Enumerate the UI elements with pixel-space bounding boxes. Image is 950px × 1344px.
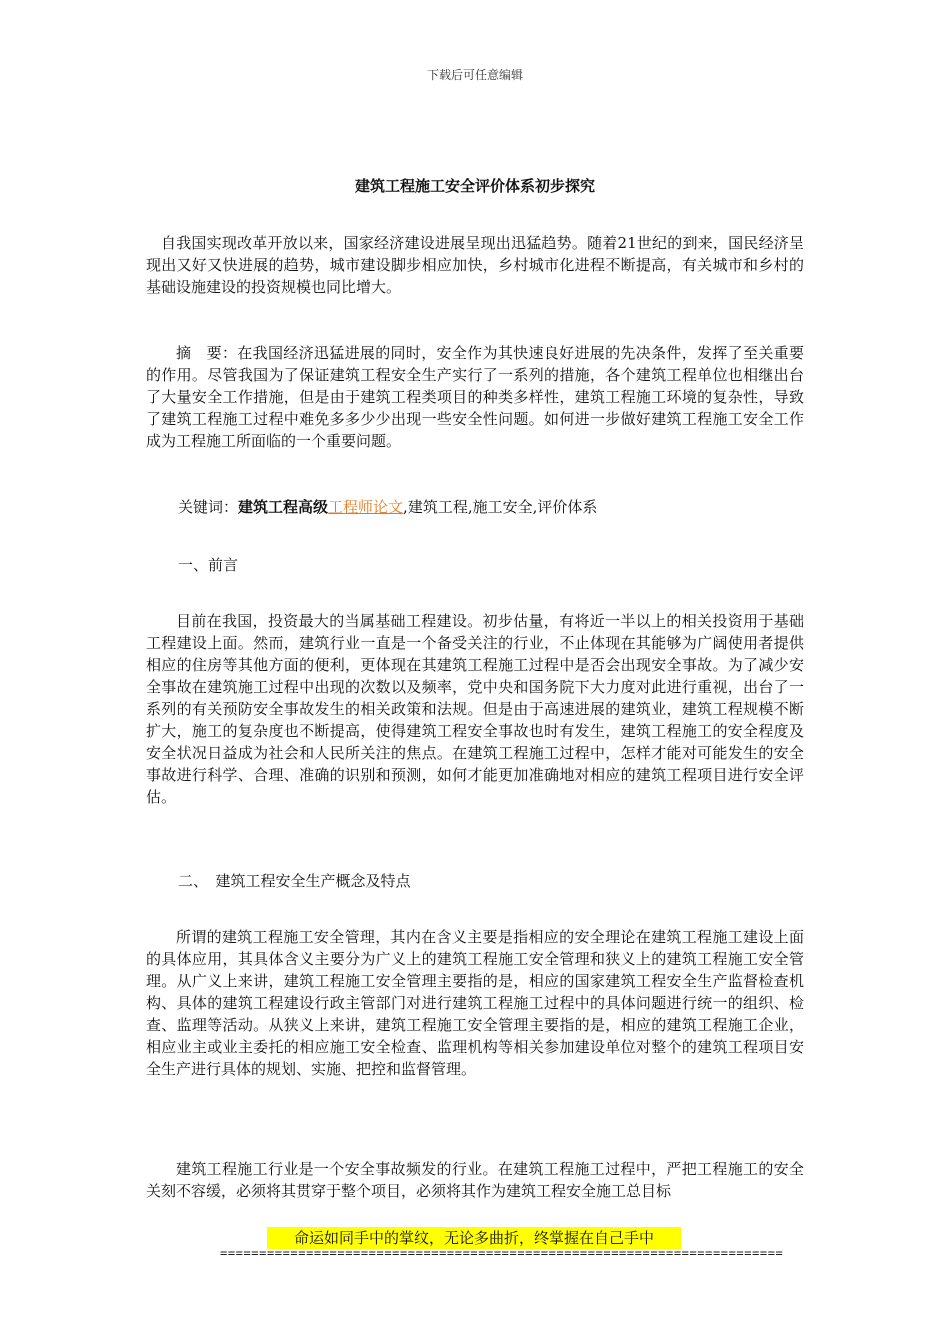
keywords-rest: ,建筑工程,施工安全,评价体系 — [403, 498, 598, 516]
footer-banner: 命运如同手中的掌纹，无论多曲折，终掌握在自己手中 — [267, 1227, 681, 1249]
footer-rule: ======================================================================== — [220, 1246, 784, 1260]
section2-body-2: 建筑工程施工行业是一个安全事故频发的行业。在建筑工程施工过程中，严把工程施工的安全关刻不容缓，必须将其贯穿于整个项目，必须将其作为建筑工程安全施工总目标 — [146, 1160, 804, 1200]
intro-paragraph: 自我国实现改革开放以来，国家经济建设进展呈现出迅猛趋势。随着21世纪的到来，国民经济呈现出又好又快进展的趋势，城市建设脚步相应加快，乡村城市化进程不断提高，有关城市和乡村的基础设施建设的投资规模也同比增大。 — [146, 234, 804, 296]
section2-heading: 二、 建筑工程安全生产概念及特点 — [178, 872, 411, 890]
keywords-label: 关键词： — [178, 498, 239, 516]
section1-body: 目前在我国，投资最大的当属基础工程建设。初步估量，有将近一半以上的相关投资用于基础工程建设上面。然而，建筑行业一直是一个备受关注的行业，不止体现在其能够为广阔使用者提供相应的住房等其他方面的便利，更体现在其建筑工程施工过程中是否会出现安全事故。为了减少安全事故在建筑施工过程中出现的次数以及频率，党中央和国务院下大力度对此进行重视，出台了一系列的有关预防安全事故发生的相关政策和法规。但是由于高速进展的建筑业，建筑工程规模不断扩大，施工的复杂度也不断提高，使得建筑工程安全事故也时有发生，建筑工程施工的安全程度及安全状况日益成为社会和人民所关注的焦点。在建筑工程施工过程中，怎样才能对可能发生的安全事故进行科学、合理、准确的识别和预测，如何才能更加准确地对相应的建筑工程项目进行安全评估。 — [146, 612, 804, 806]
section1-heading: 一、前言 — [178, 556, 239, 574]
keywords-bold: 建筑工程高级 — [238, 498, 329, 516]
document-title: 建筑工程施工安全评价体系初步探究 — [354, 177, 595, 195]
abstract-paragraph: 摘 要：在我国经济迅猛进展的同时，安全作为其快速良好进展的先决条件，发挥了至关重要的作用。尽管我国为了保证建筑工程安全生产实行了一系列的措施，各个建筑工程单位也相继出台了大量安全工作措施，但是由于建筑工程类项目的种类多样性，建筑工程施工环境的复杂性，导致了建筑工程施工过程中难免多多少少出现一些安全性问题。如何进一步做好建筑工程施工安全工作成为工程施工所面临的一个重要问题。 — [146, 344, 804, 450]
page-header-note: 下载后可任意编辑 — [426, 68, 523, 82]
section2-body-1: 所谓的建筑工程施工安全管理，其内在含义主要是指相应的安全理论在建筑工程施工建设上面的具体应用，其具体含义主要分为广义上的建筑工程施工安全管理和狭义上的建筑工程施工安全管理。从广义上来讲，建筑工程施工安全管理主要指的是，相应的国家建筑工程安全生产监督检查机构、具体的建筑工程建设行政主管部门对进行建筑工程施工过程中的具体问题进行统一的组织、检查、监理等活动。从狭义上来讲，建筑工程施工安全管理主要指的是，相应的建筑工程施工企业，相应业主或业主委托的相应施工安全检查、监理机构等相关参加建设单位对整个的建筑工程项目安全生产进行具体的规划、实施、把控和监督管理。 — [146, 928, 804, 1078]
keywords-line — [178, 496, 597, 518]
keywords-link[interactable]: 工程师论文 — [328, 498, 404, 516]
